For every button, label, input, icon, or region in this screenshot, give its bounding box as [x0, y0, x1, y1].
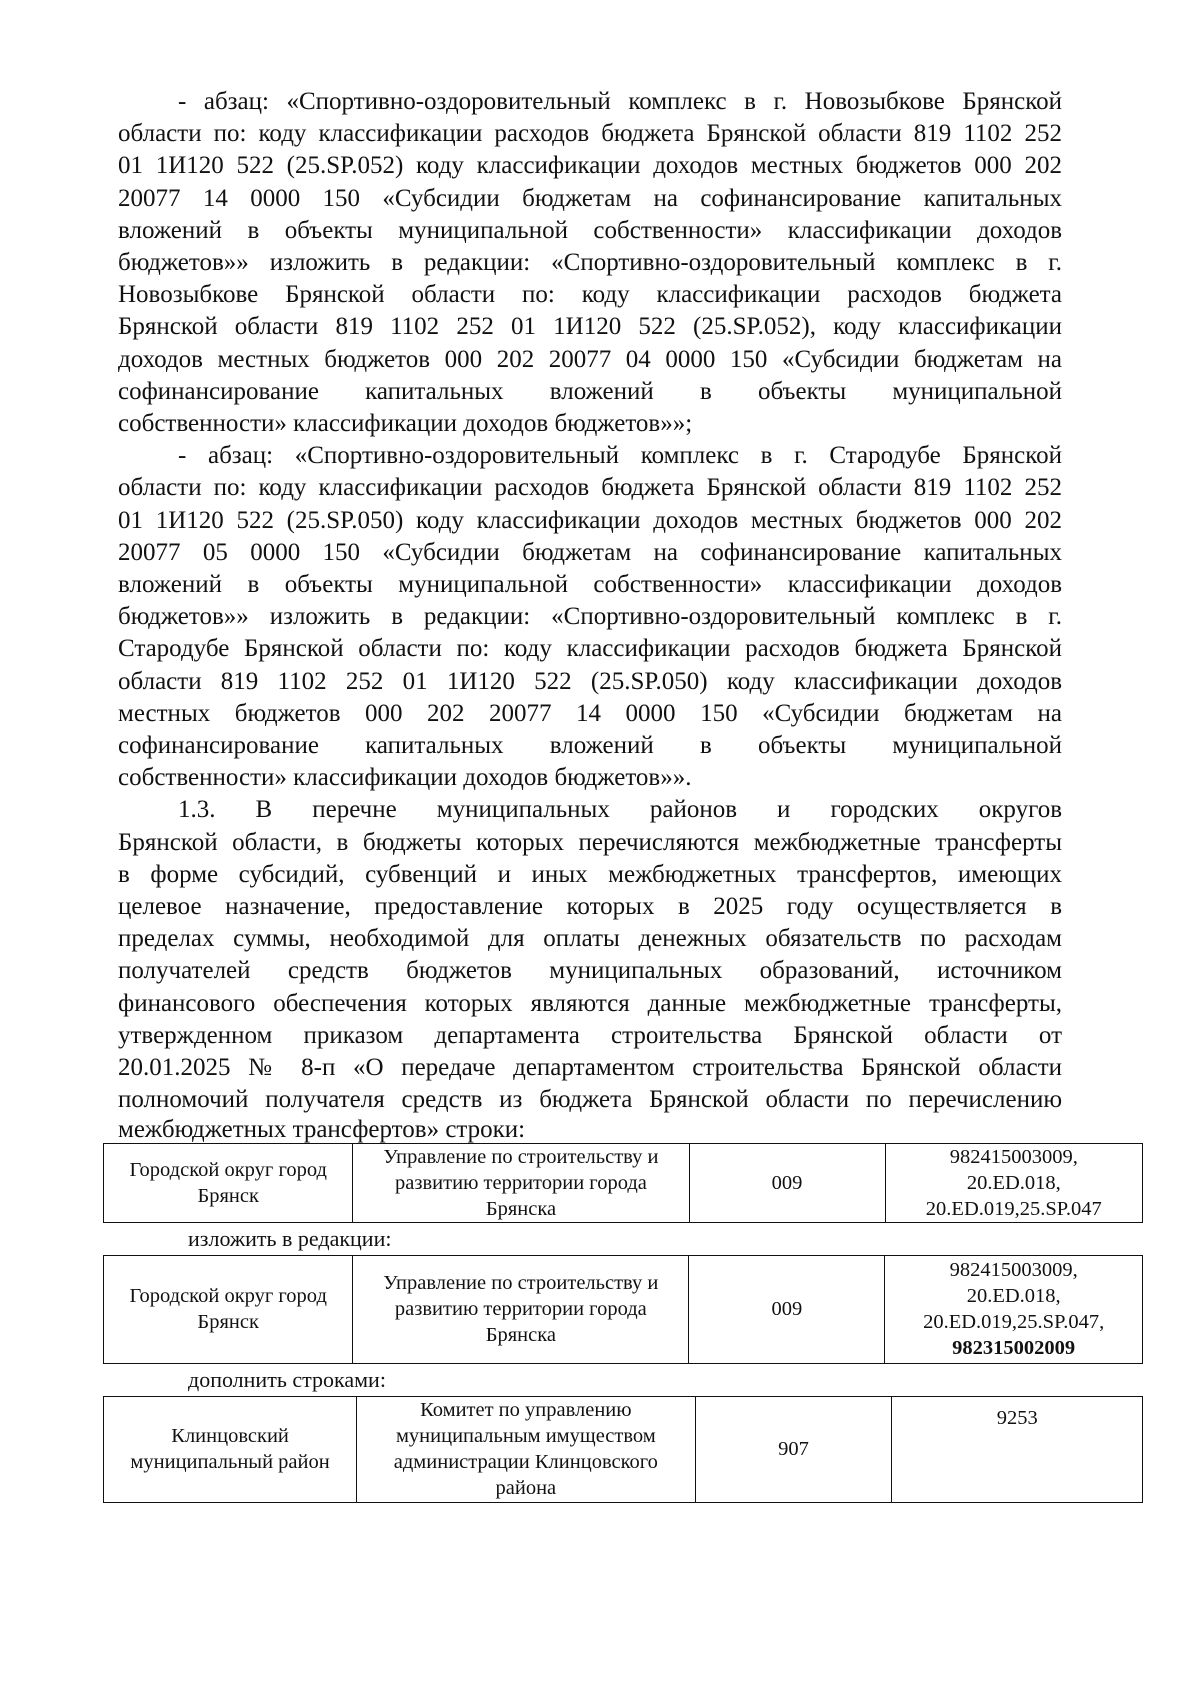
cell-code: 009 — [689, 1255, 885, 1363]
p3-line: получателей средств бюджетов муниципальных образований, источником — [118, 957, 1062, 985]
p2-line: области 819 1102 252 01 1И120 522 (25.SP.050) коду классификации доходов — [118, 667, 1062, 695]
table-replacement-rows — [103, 1255, 1143, 1364]
cell-ids — [885, 1255, 1143, 1363]
table-row — [104, 1255, 1143, 1363]
cell-code: 009 — [689, 1143, 885, 1222]
p1-line: 20077 14 0000 150 «Субсидии бюджетам на софинансирование капитальных — [118, 184, 1062, 212]
id-line: 20.ED.019,25.SP.047 — [925, 1197, 1102, 1220]
cell-ids: 9253 — [892, 1396, 1143, 1502]
p3-line: 20.01.2025 № 8-п «О передаче департаментом строительства Брянской области — [118, 1054, 1062, 1082]
table-row — [104, 1396, 1143, 1502]
cell-municipality: Городской округ город Брянск — [104, 1143, 353, 1222]
p1-line: бюджетов»» изложить в редакции: «Спортивно-оздоровительный комплекс в г. — [118, 249, 1062, 277]
id-line-new: 982315002009 — [952, 1337, 1076, 1359]
caption-replace: изложить в редакции: — [188, 1225, 392, 1251]
table-original-rows — [103, 1143, 1143, 1223]
cell-municipality: Клинцовский муниципальный район — [104, 1396, 357, 1502]
p2-line: 01 1И120 522 (25.SP.050) коду классификации доходов местных бюджетов 000 202 — [118, 506, 1062, 534]
p2-line: собственности» классификации доходов бюджетов»». — [118, 764, 692, 792]
id-line: 20.ED.019,25.SP.047, — [923, 1311, 1105, 1333]
p3-line: утвержденном приказом департамента строительства Брянской области от — [118, 1021, 1062, 1049]
p1-line: 01 1И120 522 (25.SP.052) коду классификации доходов местных бюджетов 000 202 — [118, 152, 1062, 180]
cell-ids — [885, 1143, 1142, 1222]
paragraph-novozybkov — [118, 86, 1062, 440]
caption-add: дополнить строками: — [188, 1366, 386, 1392]
p3-line: межбюджетных трансфертов» строки: — [118, 1115, 526, 1143]
p1-line: Брянской области 819 1102 252 01 1И120 522 (25.SP.052), коду классификации — [118, 313, 1062, 341]
id-line: 20.ED.018, — [966, 1171, 1061, 1194]
p2-line: 20077 05 0000 150 «Субсидии бюджетам на софинансирование капитальных — [118, 538, 1062, 566]
p1-line: софинансирование капитальных вложений в объекты муниципальной — [118, 377, 1062, 405]
p3-line: финансового обеспечения которых являются данные межбюджетные трансферты, — [118, 989, 1062, 1017]
cell-code: 907 — [695, 1396, 892, 1502]
p1-line: вложений в объекты муниципальной собственности» классификации доходов — [118, 216, 1062, 244]
p3-line: полномочий получателя средств из бюджета Брянской области по перечислению — [118, 1086, 1062, 1114]
id-line: 20.ED.018, — [966, 1285, 1061, 1307]
cell-municipality: Городской округ город Брянск — [104, 1255, 353, 1363]
p3-line: пределах суммы, необходимой для оплаты денежных обязательств по расходам — [118, 925, 1062, 953]
p3-line: в форме субсидий, субвенций и иных межбюджетных трансфертов, имеющих — [118, 860, 1062, 888]
p2-line: местных бюджетов 000 202 20077 14 0000 150 «Субсидии бюджетам на — [118, 699, 1062, 727]
paragraph-starodub — [118, 440, 1062, 794]
p2-line: вложений в объекты муниципальной собственности» классификации доходов — [118, 571, 1062, 599]
table-added-rows — [103, 1396, 1143, 1503]
cell-administrator: Управление по строительству и развитию территории города Брянска — [353, 1255, 689, 1363]
cell-administrator: Управление по строительству и развитию территории города Брянска — [353, 1143, 689, 1222]
paragraph-1-3 — [118, 794, 1062, 1142]
p2-line: - абзац: «Спортивно-оздоровительный комплекс в г. Стародубе Брянской — [178, 442, 1062, 470]
p2-line: бюджетов»» изложить в редакции: «Спортивно-оздоровительный комплекс в г. — [118, 603, 1062, 631]
p3-line: 1.3. В перечне муниципальных районов и городских округов — [178, 796, 1062, 824]
p1-line: собственности» классификации доходов бюджетов»»; — [118, 410, 693, 438]
p1-line: - абзац: «Спортивно-оздоровительный комплекс в г. Новозыбкове Брянской — [178, 88, 1062, 115]
id-line: 982415003009, — [949, 1145, 1078, 1168]
p3-line: целевое назначение, предоставление которых в 2025 году осуществляется в — [118, 893, 1062, 921]
p3-line: Брянской области, в бюджеты которых перечисляются межбюджетные трансферты — [118, 828, 1062, 856]
p2-line: области по: коду классификации расходов бюджета Брянской области 819 1102 252 — [118, 474, 1062, 502]
p1-line: области по: коду классификации расходов бюджета Брянской области 819 1102 252 — [118, 120, 1062, 148]
cell-administrator: Комитет по управлению муниципальным имуществом администрации Клинцовского района — [357, 1396, 695, 1502]
id-line: 982415003009, — [949, 1259, 1078, 1281]
p1-line: доходов местных бюджетов 000 202 20077 04 0000 150 «Субсидии бюджетам на — [118, 345, 1062, 373]
p1-line: Новозыбкове Брянской области по: коду классификации расходов бюджета — [118, 281, 1062, 309]
table-row — [104, 1143, 1143, 1222]
p2-line: софинансирование капитальных вложений в объекты муниципальной — [118, 732, 1062, 760]
p2-line: Стародубе Брянской области по: коду классификации расходов бюджета Брянской — [118, 635, 1062, 663]
